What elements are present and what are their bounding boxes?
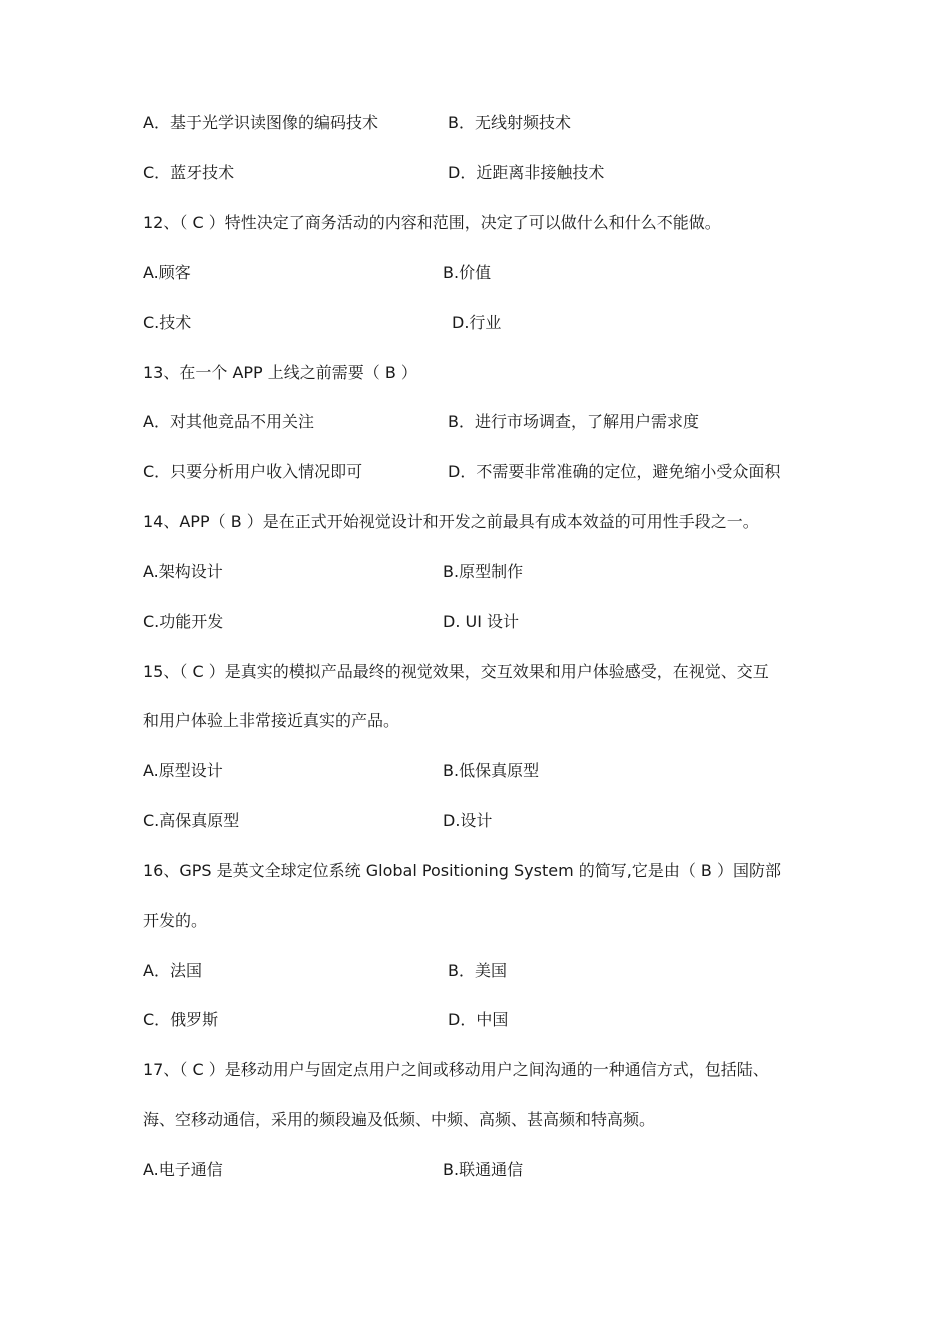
q17-option-a: A.电子通信 [143,1160,223,1179]
q12-option-a: A.顾客 [143,263,191,282]
q12-option-c: C.技术 [143,313,192,332]
q16-option-b: B．美国 [448,961,507,980]
q15-stem-line-1: 15、（ C ）是真实的模拟产品最终的视觉效果，交互效果和用户体验感受，在视觉、交互 [143,662,769,681]
q16-options-row-2 [143,1008,830,1032]
q11-option-d: D．近距离非接触技术 [448,163,605,182]
q16-option-d: D．中国 [448,1010,509,1029]
q12-options-row-2 [143,311,830,335]
q11-options-row-2 [143,161,830,185]
q14-stem: 14、APP（ B ）是在正式开始视觉设计和开发之前最具有成本效益的可用性手段之一。 [143,512,759,531]
q13-option-a: A．对其他竞品不用关注 [143,412,314,431]
q12-stem: 12、（ C ）特性决定了商务活动的内容和范围，决定了可以做什么和什么不能做。 [143,213,721,232]
q13-option-d: D．不需要非常准确的定位，避免缩小受众面积 [448,462,781,481]
q16-stem-line-1: 16、GPS 是英文全球定位系统 Global Positioning System 的简写,它是由（ B ）国防部 [143,861,781,880]
q15-option-b: B.低保真原型 [443,761,540,780]
q15-option-a: A.原型设计 [143,761,223,780]
q14-options-row-2 [143,610,830,634]
q12-options-row-1 [143,261,830,285]
q16-stem-line-2: 开发的。 [143,911,208,930]
q17-stem-line-2: 海、空移动通信，采用的频段遍及低频、中频、高频、甚高频和特高频。 [143,1110,656,1129]
q14-options-row-1 [143,560,830,584]
q14-option-b: B.原型制作 [443,562,524,581]
q15-stem-line-2: 和用户体验上非常接近真实的产品。 [143,711,400,730]
q12-option-b: B.价值 [443,263,492,282]
q13-stem: 13、在一个 APP 上线之前需要（ B ） [143,363,417,382]
q15-options-row-2 [143,809,830,833]
q17-stem-line-1: 17、（ C ）是移动用户与固定点用户之间或移动用户之间沟通的一种通信方式，包括陆、 [143,1060,769,1079]
q14-option-c: C.功能开发 [143,612,224,631]
q11-option-c: C．蓝牙技术 [143,163,235,182]
q14-option-a: A.架构设计 [143,562,223,581]
q11-options-row-1 [143,111,830,135]
q16-options-row-1 [143,959,830,983]
q17-options-row-1 [143,1158,830,1182]
q11-option-b: B．无线射频技术 [448,113,571,132]
q14-option-d: D. UI 设计 [443,612,520,631]
q13-options-row-2 [143,460,830,484]
q11-option-a: A．基于光学识读图像的编码技术 [143,113,378,132]
q12-option-d: D.行业 [452,313,502,332]
q13-option-c: C．只要分析用户收入情况即可 [143,462,363,481]
q15-option-d: D.设计 [443,811,493,830]
q16-option-c: C．俄罗斯 [143,1010,219,1029]
q13-option-b: B．进行市场调查，了解用户需求度 [448,412,699,431]
q15-options-row-1 [143,759,830,783]
q13-options-row-1 [143,410,830,434]
q17-option-b: B.联通通信 [443,1160,524,1179]
q16-option-a: A．法国 [143,961,202,980]
q15-option-c: C.高保真原型 [143,811,240,830]
